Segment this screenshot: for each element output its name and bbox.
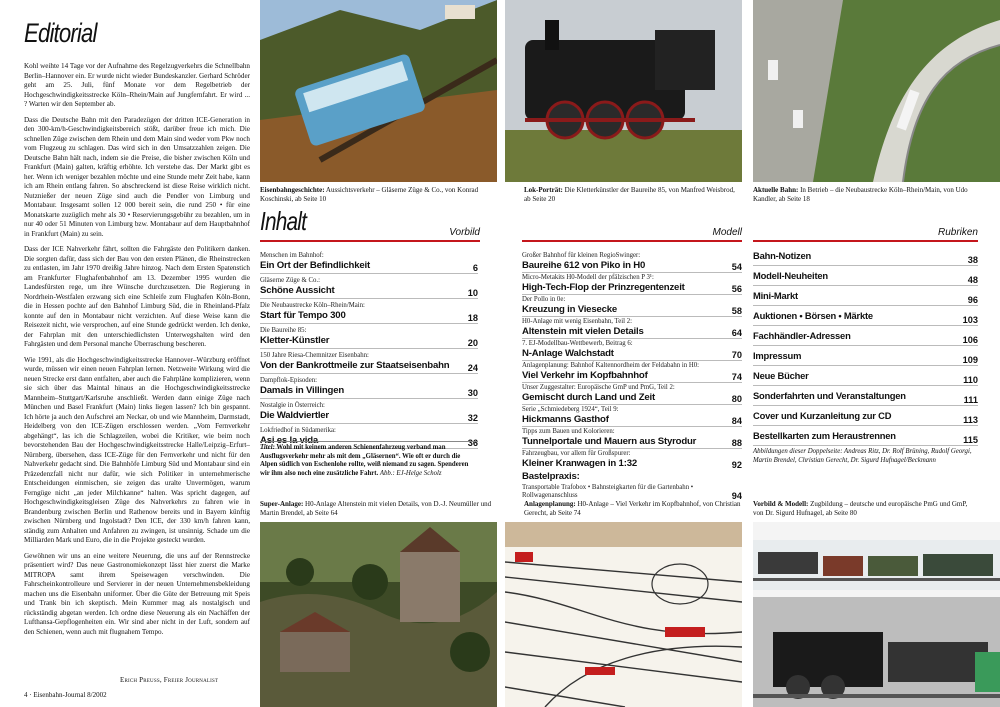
toc-page-number: 110: [963, 375, 978, 385]
toc-title: Bestellkarten zum Heraustrennen: [753, 430, 896, 441]
toc-kicker: H0-Anlage mit wenig Eisenbahn, Teil 2:: [522, 318, 633, 325]
toc-item[interactable]: [260, 402, 478, 424]
toc-kicker: Unser Zuggestalter: Europäische GmP und PmG, Teil 2:: [522, 384, 675, 391]
toc-page-number: 94: [731, 491, 742, 501]
toc-title: Modell-Neuheiten: [753, 270, 828, 281]
toc-item[interactable]: [260, 277, 478, 299]
toc-page-number: 109: [962, 355, 978, 365]
toc-item[interactable]: [522, 484, 742, 501]
toc-item[interactable]: [753, 306, 978, 326]
toc-item[interactable]: [522, 340, 742, 361]
editorial-paragraph: Dass die Deutsche Bahn mit den Paradezügen der dritten ICE-Generation in den 300-km/h-Geschwindigkeitsbereich stößt, darüber freue ich mich. Die schnellen Züge zwischen dem Rhein und dem Main sind weder vom Pkw noch vom Flugzeug zu schlagen. Das wird sich in den Umsatzzahlen zeigen. Die Deutsche Bahn hält nach, indem sie die Preise, die bisher zwischen Köln und Frankfurt (Main) galten, kräftig erhöhte. Ich verstehe das. Der Markt gibt es her. Wenn ich weniger bezahlen möchte und eine Stunde mehr Zeit habe, kann ich am Rhein entlang fahren. So abschreckend ist diese Reise wirklich nicht. Nutznießer der neuen Züge sind auch die Pendler von Limburg und Montabaur. Insgesamt sollen 12 000 bereit sein, die rund 250 • für eine Monatskarte zuzüglich mehr als 30 • Reservierungsgebühr zu bezahlen, um in nur 40 oder 51 Minuten von Limburg bzw. Montabaur auf dem Hauptbahnhof in Frankfurt (Main) zu sein.: [24, 115, 250, 238]
toc-page-number: 18: [467, 313, 478, 323]
toc-title: Start für Tempo 300: [260, 310, 346, 321]
toc-title: Sonderfahrten und Veranstaltungen: [753, 390, 906, 401]
toc-page-number: 58: [731, 306, 742, 316]
toc-item[interactable]: [753, 366, 978, 386]
toc-item[interactable]: [753, 386, 978, 406]
toc-page-number: 64: [731, 328, 742, 338]
toc-kicker: Der Pollo in 0e:: [522, 296, 566, 303]
toc-title: Kreuzung in Viesecke: [522, 304, 617, 315]
editorial-paragraph: Wie 1991, als die Hochgeschwindigkeitsstrecke Hannover–Würzburg eröffnet wurde, müssen wir einen neuen Fahrplan lernen. Netzweite Wirkung wird die neuen Strecke erst dann entfalten, aber auch die Fahrpläne komplizieren, wenn sie sich über das Maintal hinaus an die Hochgeschwindigkeitsstrecke Mannheim–Stuttgart/Karlsruhe anschließt. Werden dann einige Züge nach München und Basel Frankfurt (Main) links liegen lassen? Ich bin gespannt. Ich hörte ja auch den Aufschrei am Neckar, ob und wie Mannheim, Darmstadt, Heidelberg von den ICE-Zügen erschlossen werden. „Vom Fernverkehr abgehängt“, las ich die Schlagzeilen, wobei die Kritiker, wie beim noch bevorstehenden Bau der Hochgeschwindigkeitsstrecke Halle/Leipzig–Erfurt–Nürnberg, übersehen, dass ICE-Züge für den Fernverkehr und nicht für den Nahverkehr gedacht sind. Die Bahnhöfe Limburg Süd und Montabaur sind ein Präzedenzfall nicht nur dafür, wie sich Politiker in unternehmerische Entscheidungen einmischen, sie zeigen das uralte Unvermögen, warum Ferngüge nicht „an jeder Milchkanne“ halten. Was spricht dagegen, auf Hochgeschwindigkeitsgleisen Züge des Nahverkehrs zu fahren wie in Brandenburg zwischen Berlin und Rathenow bereits und in Bayern künftig zwischen Nürnberg und Ingolstadt? Den ICE, der 330 km/h fahren kann, ständig zum Anhalten und Anfahren zu zwingen, ist unsinnig. Schade um die Milliarden Mark und Euro, die in die Projekte gesteckt wurden.: [24, 355, 250, 544]
toc-kicker: Micro-Metakits H0-Modell der pfälzischen P 3¹:: [522, 274, 654, 281]
toc-page-number: 32: [467, 413, 478, 423]
toc-page-number: 111: [963, 395, 978, 405]
photo-steam-locomotive: [505, 0, 742, 182]
toc-title: Viel Verkehr im Kopfbahnhof: [522, 370, 648, 381]
toc-title: High-Tech-Flop der Prinzregentenzeit: [522, 282, 685, 293]
toc-title: Bastelpraxis:: [522, 471, 580, 482]
toc-kicker: Dampflok-Episoden:: [260, 377, 318, 384]
toc-item[interactable]: [522, 362, 742, 383]
toc-title: Schöne Aussicht: [260, 285, 335, 296]
toc-kicker: Serie „Schmiedeberg 1924“, Teil 9:: [522, 406, 619, 413]
toc-title: Damals in Villingen: [260, 385, 344, 396]
accent-rule: [522, 240, 742, 242]
toc-page-number: 48: [967, 275, 978, 285]
toc-kicker: Lokfriedhof in Südamerika:: [260, 427, 336, 434]
toc-item[interactable]: [260, 327, 478, 349]
toc-page-number: 56: [731, 284, 742, 294]
toc-item[interactable]: [522, 406, 742, 427]
toc-page-number: 20: [467, 338, 478, 348]
editorial-paragraph: Gewöhnen wir uns an eine weitere Neuerung, die uns auf der Rennstrecke präsentiert wird? Das neue Gastronomiekonzept lässt hier zuerst die Marke MITROPA samt ihrem Speisewagen verschwinden. Die Fahrscheinkontrolleure und Servierer in der neuen Unternehmensbekleidung machen uns die Eisenbahn uniformer. Über die Güte der Betreuung mit Speis und Trank bin ich skeptisch. Mein Kummer mag als nostalgisch und rückständig abgetan werden. Ich ordne diese Neuerung als ein Nachäffen der Lufthansa-Gepflogenheiten ein. Wir sind aber nicht in der Luft, sondern auf den Schienen, wenn auch mit flugnahem Tempo.: [24, 551, 250, 636]
toc-page-number: 84: [731, 416, 742, 426]
toc-kicker: 150 Jahre Riesa-Chemnitzer Eisenbahn:: [260, 352, 369, 359]
toc-title: Gemischt durch Land und Zeit: [522, 392, 655, 403]
toc-item[interactable]: [260, 377, 478, 399]
toc-item[interactable]: [753, 346, 978, 366]
toc-page-number: 36: [467, 438, 478, 448]
toc-title: Cover und Kurzanleitung zur CD: [753, 410, 892, 421]
inhalt-title: Inhalt: [260, 206, 307, 236]
toc-page-number: 106: [962, 335, 978, 345]
caption-bottom-2: Anlagenplanung: H0-Anlage – Viel Verkehr im Kopfbahnhof, von Christian Gerecht, ab Seite 74: [524, 500, 741, 517]
page-folio: 4 · Eisenbahn-Journal 8/2002: [24, 691, 107, 699]
editorial-body: [24, 62, 250, 643]
toc-page-number: 54: [731, 262, 742, 272]
section-label-rubriken: Rubriken: [937, 227, 978, 238]
toc-title: Fachhändler-Adressen: [753, 330, 851, 341]
toc-page-number: 96: [967, 295, 978, 305]
toc-item[interactable]: [753, 426, 978, 446]
toc-title: Altenstein mit vielen Details: [522, 326, 644, 337]
toc-page-number: 88: [731, 438, 742, 448]
toc-title: Bahn-Notizen: [753, 250, 812, 261]
toc-title: Von der Bankrottmeile zur Staatseisenbahn: [260, 360, 450, 371]
toc-title: Impressum: [753, 350, 802, 361]
toc-title: Hickmanns Gasthof: [522, 414, 609, 425]
toc-item[interactable]: [522, 384, 742, 405]
toc-page-number: 80: [731, 394, 742, 404]
caption-bottom-1: Super-Anlage: H0-Anlage Altenstein mit vielen Details, von D.-J. Neumüller und Martin Brendel, ab Seite 64: [260, 500, 492, 517]
toc-kicker: Anlagenplanung: Bahnhof Kaltennordheim der Feldabahn in H0:: [522, 362, 700, 369]
toc-vorbild: [260, 252, 478, 452]
toc-page-number: 115: [963, 435, 978, 445]
photo-model-layout-altenstein: [260, 522, 497, 707]
toc-kicker: Menschen im Bahnhof:: [260, 252, 324, 259]
toc-item[interactable]: [522, 318, 742, 339]
toc-page-number: 92: [731, 460, 742, 470]
toc-item[interactable]: [522, 296, 742, 317]
editorial-title: Editorial: [24, 18, 97, 48]
toc-page-number: 38: [967, 255, 978, 265]
toc-item[interactable]: [260, 252, 478, 274]
toc-page-number: 30: [467, 388, 478, 398]
toc-item[interactable]: [522, 274, 742, 295]
editorial-signature: Erich Preuss, Freier Journalist: [120, 676, 219, 684]
section-label-vorbild: Vorbild: [449, 227, 480, 238]
section-label-modell: Modell: [712, 227, 742, 238]
divider: [260, 441, 478, 442]
caption-top-1: Eisenbahngeschichte: Aussichtsverkehr – Gläserne Züge & Co., von Konrad Koschinski, ab Seite 10: [260, 186, 479, 203]
photo-freight-trains: [753, 522, 1000, 707]
toc-modell: [522, 252, 742, 502]
toc-item[interactable]: [753, 266, 978, 286]
toc-title: Baureihe 612 von Piko in H0: [522, 260, 646, 271]
toc-title: Kleiner Kranwagen in 1:32: [522, 458, 637, 469]
toc-item[interactable]: [753, 286, 978, 306]
toc-title: Die Waldviertler: [260, 410, 329, 421]
editorial-paragraph: Kohl weihte 14 Tage vor der Aufnahme des Regelzugverkehrs die Schnellbahn Berlin–Hannover ein. Er wurde nicht wieder Bundeskanzler. Gerhard Schröder geht am 25. Juli, fünf Monate vor dem Regelbetrieb der Hochgeschwindigkeitsstrecke Köln–Rhein/Main auf Jungfernfahrt. Er wird ... ? Warten wir den September ab.: [24, 62, 250, 108]
toc-title: Asi es la vida: [260, 435, 318, 446]
toc-item[interactable]: [522, 252, 742, 273]
toc-kicker: Transportable Trafobox • Bahnsteigkarten für die Gartenbahn • Rollwagenanschluss: [522, 484, 694, 499]
toc-item[interactable]: [753, 326, 978, 346]
toc-item[interactable]: [260, 352, 478, 374]
toc-kicker: Gläserne Züge & Co.:: [260, 277, 321, 284]
toc-item[interactable]: [522, 428, 742, 449]
toc-item[interactable]: [753, 246, 978, 266]
toc-rubriken: [753, 246, 978, 446]
toc-kicker: 7. EJ-Modellbau-Wettbewerb, Beitrag 6:: [522, 340, 633, 347]
editorial-paragraph: Dass der ICE Nahverkehr fährt, sollten die Fahrgäste den Politikern danken. Die sorgten dafür, dass sich der Bau von den ersten Plänen, die Rheinstrecken zu entlasten, im Jahr 1970 dreißig Jahre hinzog. Nach dem Ersten Spatenstich am Frankfurter Flughafenbahnhof am 13. Dezember 1995 wurden die Landesfürsten rege, um ihre Wünsche durchzusetzen. Die Regierung in Nordrhein-Westfalen erzwang sich eine Schleife zum Flughafen Köln-Bonn, die in Hessen pochte auf den Bahnhof Limburg Süd, die in Rheinland-Pfalz konnte auf den in Montabaur nicht verzichten. Auf diese Weise kann die Reisezeit nicht, wie versprochen, auf eine Stunde gedrückt werden. Ich denke, der Fahrplan mit den unterschiedlichsten Unterwegshalten wird den Fahrgästen und dem Personal manche Überraschung bescheren.: [24, 245, 250, 348]
toc-kicker: Fahrzeugbau, vor allem für Großspurer:: [522, 450, 631, 457]
image-credits: Abbildungen dieser Doppelseite: Andreas Ritz, Dr. Rolf Brüning, Rudolf Georgi, Martin Brendel, Christian Gerecht, Dr. Sigurd Hufnagel/Beckmann: [753, 448, 972, 464]
caption-top-2: Lok-Porträt: Die Kletterkünstler der Baureihe 85, von Manfred Weisbrod, ab Seite 20: [524, 186, 735, 203]
toc-kicker: Die Neubaustrecke Köln–Rhein/Main:: [260, 302, 365, 309]
cover-note: Titel: Wohl mit keinem anderen Schienenfahrzeug verband man Ausflugsverkehr mehr als mit dem „Gläsernen“. Wie oft er durch die Alpen südlich von Eschenlohe rollte, weiß niemand zu sagen. Spenderen wir ihm also noch eine zusätzliche Fahrt. Abb.: EJ-Helge Scholz: [260, 444, 469, 477]
toc-title: Tunnelportale und Mauern aus Styrodur: [522, 436, 697, 447]
photo-highspeed-line: [753, 0, 1000, 182]
toc-kicker: Die Baureihe 85:: [260, 327, 307, 334]
toc-item[interactable]: [522, 450, 742, 470]
toc-page-number: 113: [963, 415, 978, 425]
toc-page-number: 103: [962, 315, 978, 325]
accent-rule: [753, 240, 978, 242]
toc-item[interactable]: [753, 406, 978, 426]
toc-page-number: 6: [472, 263, 478, 273]
toc-kicker: Großer Bahnhof für kleinen RegioSwinger:: [522, 252, 641, 259]
accent-rule: [260, 240, 480, 242]
toc-page-number: 74: [731, 372, 742, 382]
toc-kicker: Nostalgie in Österreich:: [260, 402, 325, 409]
toc-title: N-Anlage Walchstadt: [522, 348, 614, 359]
toc-title: Neue Bücher: [753, 370, 809, 381]
toc-title: Mini-Markt: [753, 290, 798, 301]
toc-page-number: 70: [731, 350, 742, 360]
toc-title: Auktionen • Börsen • Märkte: [753, 310, 873, 321]
photo-glass-train: [260, 0, 497, 182]
toc-page-number: 10: [467, 288, 478, 298]
toc-item[interactable]: [522, 471, 742, 483]
toc-title: Ein Ort der Befindlichkeit: [260, 260, 370, 271]
toc-page-number: 24: [467, 363, 478, 373]
toc-kicker: Tipps zum Bauen und Kolorieren:: [522, 428, 615, 435]
caption-bottom-3: Vorbild & Modell: Zugbildung – deutsche und europäische PmG und GmP, von Dr. Sigurd Hufnagel, ab Seite 80: [753, 500, 968, 517]
photo-track-plan: [505, 522, 742, 707]
caption-top-3: Aktuelle Bahn: In Betrieb – die Neubaustrecke Köln–Rhein/Main, von Udo Kandler, ab Seite 18: [753, 186, 968, 203]
toc-title: Kletter-Künstler: [260, 335, 330, 346]
toc-item[interactable]: [260, 302, 478, 324]
